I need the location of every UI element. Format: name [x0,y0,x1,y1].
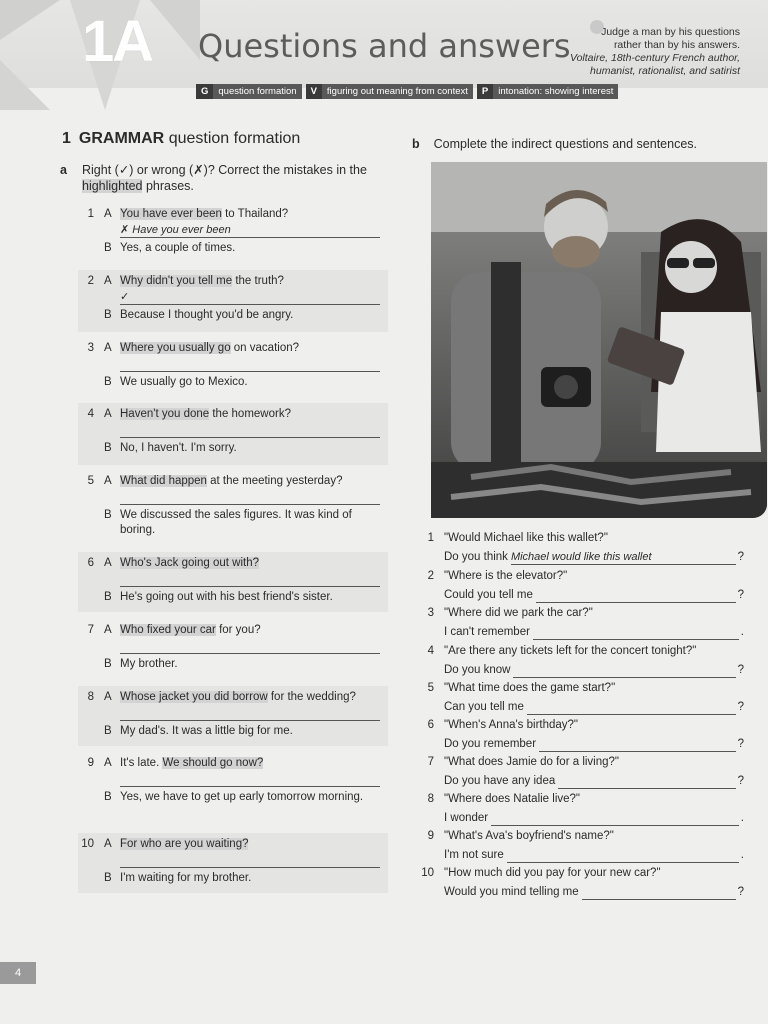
indirect-question-item [420,718,744,754]
indirect-lead: I wonder [444,812,489,824]
answer-line[interactable] [120,639,380,654]
tag-label: intonation: showing interest [498,86,614,97]
item-response: We usually go to Mexico. [120,376,248,388]
answer-blank[interactable] [513,664,735,678]
item-question [120,341,382,356]
indirect-question-item [420,606,744,642]
speaker-b-label: B [104,791,112,803]
indirect-line [444,885,744,900]
answer-blank[interactable] [507,849,739,863]
speaker-b-label: B [104,242,112,254]
speaker-b-label: B [104,725,112,737]
item-number: 6 [87,557,94,569]
exercise-item [78,337,388,399]
tag-label: figuring out meaning from context [326,86,468,97]
indirect-question-item [420,531,744,567]
tag-code: G [196,84,213,99]
item-question [120,407,382,422]
exercise-item [78,470,388,546]
quote-attribution: Voltaire, 18th-century French author, [569,52,740,64]
highlighted-phrase: Who's Jack going out with? [120,557,259,569]
answer-line[interactable] [120,423,380,438]
speaker-b-label: B [104,309,112,321]
end-punctuation: ? [737,775,744,787]
item-response: My brother. [120,658,178,670]
item-number: 6 [427,719,434,731]
quote-attribution: humanist, rationalist, and satirist [590,65,740,77]
question-text: It's late. [120,757,163,769]
question-text: to Thailand? [221,208,289,220]
speaker-a-label: A [104,691,112,703]
speaker-a-label: A [104,757,112,769]
item-response: We discussed the sales figures. It was kind of boring. [120,509,352,536]
item-response: Yes, we have to get up early tomorrow morning. [120,791,364,803]
answer-blank[interactable] [558,775,735,789]
section-title: GRAMMAR [78,130,165,147]
instruction-line: phrases. [142,179,194,193]
item-number: 7 [427,756,434,768]
indirect-lead: I'm not sure [444,849,504,861]
speaker-b-label: B [104,376,112,388]
speaker-a-label: A [104,208,112,220]
item-number: 5 [427,682,434,694]
question-text: at the meeting yesterday? [206,475,343,487]
item-number: 10 [81,838,94,850]
direct-question: "When's Anna's birthday?" [444,719,579,731]
indirect-line [444,848,744,863]
instruction-line: Complete the indirect questions and sentences. [433,137,697,151]
answer-blank[interactable] [539,738,736,752]
photo-couple-with-camera [431,162,767,518]
section-heading [62,130,300,148]
tag-code: P [477,84,493,99]
indirect-lead: Do you know [444,664,511,676]
item-question [120,207,382,222]
highlighted-phrase: You have ever been [120,208,222,220]
indirect-line [444,625,744,640]
tag-grammar [196,84,302,99]
speaker-a-label: A [104,838,112,850]
indirect-question-item [420,569,744,605]
tag-vocabulary [306,84,473,99]
item-question [120,690,382,705]
item-question [120,623,382,638]
highlighted-phrase: We should go now? [162,757,264,769]
indirect-line [444,811,744,826]
tag-label: question formation [218,86,297,97]
indirect-question-item [420,644,744,680]
item-number: 10 [421,867,434,879]
exercise-item [78,552,388,612]
indirect-lead: Can you tell me [444,701,524,713]
direct-question: "Are there any tickets left for the concert tonight?" [444,645,697,657]
item-question [120,474,382,489]
item-number: 8 [87,691,94,703]
indirect-question-item [420,681,744,717]
quote-line: Judge a man by his questions [601,26,740,38]
exercise-item [78,686,388,746]
section-number: 1 [62,130,71,147]
end-punctuation: . [740,626,744,638]
unit-title: Questions and answers [198,27,571,65]
exercise-letter: b [412,137,420,151]
end-punctuation: ? [737,738,744,750]
direct-question: "What's Ava's boyfriend's name?" [444,830,614,842]
item-question [120,556,382,571]
answer-blank[interactable] [533,626,739,640]
highlighted-phrase: For who are you waiting? [120,838,249,850]
highlighted-phrase: Haven't you done [120,408,210,420]
answer-line[interactable] [120,772,380,787]
item-number: 1 [427,532,434,544]
answer-blank[interactable] [536,589,736,603]
exercise-letter: a [60,163,67,177]
exercise-item [78,752,388,826]
highlighted-phrase: Why didn't you tell me [120,275,233,287]
question-text: the truth? [232,275,284,287]
item-number: 4 [87,408,94,420]
indirect-lead: Could you tell me [444,589,533,601]
speaker-a-label: A [104,557,112,569]
item-response: He's going out with his best friend's sister. [120,591,333,603]
item-number: 5 [87,475,94,487]
highlighted-phrase: What did happen [120,475,207,487]
answer-line[interactable] [120,357,380,372]
end-punctuation: . [740,849,744,861]
page-number: 4 [0,962,36,984]
item-number: 3 [87,342,94,354]
speaker-b-label: B [104,442,112,454]
indirect-line [444,550,744,565]
item-response: Yes, a couple of times. [120,242,236,254]
speaker-a-label: A [104,275,112,287]
end-punctuation: ? [737,664,744,676]
direct-question: "Would Michael like this wallet?" [444,532,608,544]
item-number: 7 [87,624,94,636]
indirect-question-item [420,829,744,865]
speaker-a-label: A [104,475,112,487]
exercise-item [78,203,388,263]
answer-blank[interactable] [527,701,736,715]
indirect-line [444,588,744,603]
instruction-line: Right (✓) or wrong (✗)? Correct the mistakes in the [82,163,367,177]
indirect-line [444,737,744,752]
item-number: 9 [427,830,434,842]
item-number: 2 [427,570,434,582]
quote-line: rather than by his answers. [613,39,740,51]
end-punctuation: ? [737,589,744,601]
highlighted-phrase: Whose jacket you did borrow [120,691,268,703]
end-punctuation: ? [737,551,744,563]
answer-line[interactable] [120,853,380,868]
indirect-question-item [420,866,744,902]
item-number: 4 [427,645,434,657]
exercise-item [78,619,388,679]
answer-blank[interactable]: Michael would like this wallet [511,551,736,565]
item-response: I'm waiting for my brother. [120,872,252,884]
question-text: on vacation? [230,342,300,354]
exercise-b-instruction [412,137,697,151]
answer-line[interactable] [120,490,380,505]
direct-question: "What time does the game start?" [444,682,616,694]
item-number: 3 [427,607,434,619]
speaker-a-label: A [104,342,112,354]
end-punctuation: ? [737,701,744,713]
indirect-lead: Do you think [444,551,508,563]
item-response: No, I haven't. I'm sorry. [120,442,237,454]
indirect-line [444,774,744,789]
answer-blank[interactable] [582,886,736,900]
tag-code: V [306,84,322,99]
item-number: 1 [87,208,94,220]
exercise-item [78,270,388,332]
item-number: 2 [87,275,94,287]
indirect-question-item [420,792,744,828]
indirect-lead: I can't remember [444,626,530,638]
indirect-lead: Would you mind telling me [444,886,579,898]
speaker-b-label: B [104,872,112,884]
question-text: for the wedding? [267,691,356,703]
item-response: My dad's. It was a little big for me. [120,725,293,737]
section-subtitle: question formation [168,130,301,147]
speaker-a-label: A [104,408,112,420]
question-text: for you? [215,624,261,636]
highlighted-phrase: Who fixed your car [120,624,216,636]
direct-question: "What does Jamie do for a living?" [444,756,619,768]
answer-line[interactable] [120,572,380,587]
item-number: 9 [87,757,94,769]
answer-line[interactable] [120,706,380,721]
exercise-item [78,403,388,465]
highlighted-phrase: Where you usually go [120,342,231,354]
answer-line[interactable]: ✓ [120,290,380,305]
indirect-question-item [420,755,744,791]
answer-line[interactable]: ✗ Have you ever been [120,223,380,238]
speaker-b-label: B [104,591,112,603]
tag-pronunciation [477,84,618,99]
unit-number: 1A [82,9,153,74]
question-text: the homework? [209,408,291,420]
end-punctuation: . [740,812,744,824]
quote [510,26,740,78]
item-response: Because I thought you'd be angry. [120,309,294,321]
direct-question: "Where is the elevator?" [444,570,568,582]
speaker-a-label: A [104,624,112,636]
item-question [120,837,382,852]
indirect-lead: Do you have any idea [444,775,556,787]
exercise-item [78,833,388,893]
indirect-lead: Do you remember [444,738,537,750]
instruction-highlight: highlighted [82,179,143,193]
indirect-line [444,663,744,678]
end-punctuation: ? [737,886,744,898]
speaker-b-label: B [104,509,112,521]
item-question [120,274,382,289]
item-question [120,756,382,771]
item-number: 8 [427,793,434,805]
direct-question: "Where did we park the car?" [444,607,593,619]
direct-question: "How much did you pay for your new car?" [444,867,661,879]
lesson-tags [196,84,618,99]
indirect-line [444,700,744,715]
direct-question: "Where does Natalie live?" [444,793,581,805]
speaker-b-label: B [104,658,112,670]
answer-blank[interactable] [491,812,739,826]
